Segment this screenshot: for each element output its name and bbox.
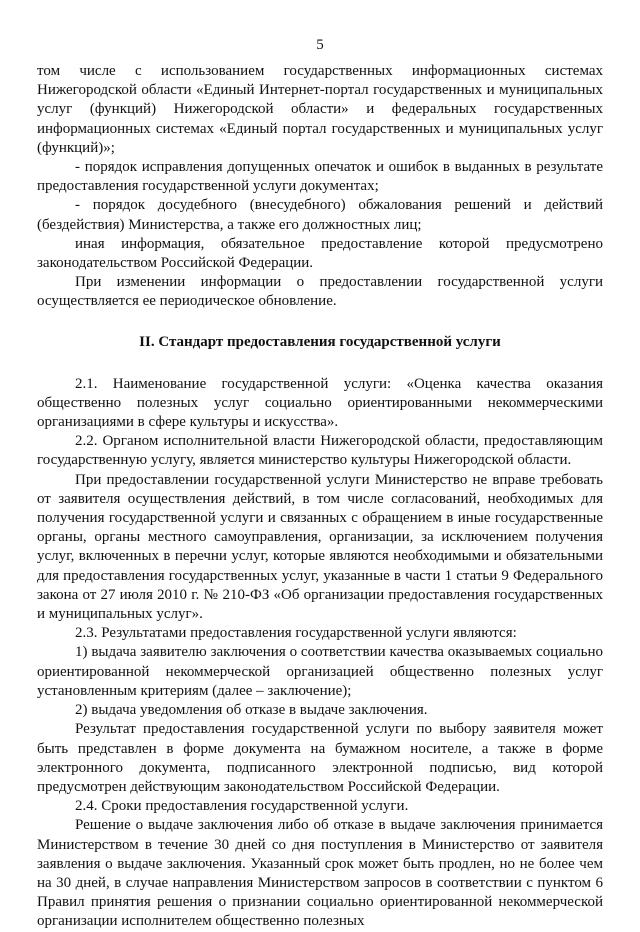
paragraph: При изменении информации о предоставлении государственной услуги осуществляется ее периодическое обновление. bbox=[37, 274, 603, 310]
page-number: 5 bbox=[316, 37, 324, 53]
paragraph: Решение о выдаче заключения либо об отказе в выдаче заключения принимается Министерством в течение 30 дней со дня поступления в Министерство от заявителя заявления о выдаче заключения. Указанный срок может быть продлен, но не более чем на 30 дней, в случае направления Министерством запросов в соответствии с пунктом 6 Правил принятия решения о признании социально ориентированной некоммерческой организации исполнителем общественно полезных bbox=[37, 817, 603, 930]
paragraph: 1) выдача заявителю заключения о соответствии качества оказываемых социально ориентированной некоммерческой организацией общественно полезных услуг установленным критериям (далее – заключение); bbox=[37, 644, 603, 699]
paragraph: 2) выдача уведомления об отказе в выдаче заключения. bbox=[75, 702, 428, 719]
paragraph: 2.3. Результатами предоставления государственной услуги являются: bbox=[75, 625, 517, 642]
section-heading: II. Стандарт предоставления государственной услуги bbox=[139, 333, 501, 350]
paragraph: 2.2. Органом исполнительной власти Нижегородской области, предоставляющим государственную услугу, является министерство культуры Нижегородской области. bbox=[37, 433, 603, 469]
paragraph: том числе с использованием государственных информационных системах Нижегородской области «Единый Интернет-портал государственных и муниципальных услуг (функций) Нижегородской области» и федеральных государственных информационных системах «Единый портал государственных и муниципальных услуг (функций)»; bbox=[37, 63, 603, 156]
paragraph: иная информация, обязательное предоставление которой предусмотрено законодательством Российской Федерации. bbox=[37, 235, 603, 272]
document-body bbox=[37, 62, 603, 932]
paragraph: 2.1. Наименование государственной услуги: «Оценка качества оказания общественно полезных услуг социально ориентированными некоммерческими организациями в сфере культуры и искусства». bbox=[37, 375, 603, 431]
paragraph: - порядок досудебного (внесудебного) обжалования решений и действий (бездействия) Министерства, а также его должностных лиц; bbox=[37, 197, 603, 233]
paragraph: - порядок исправления допущенных опечаток и ошибок в выданных в результате предоставления государственной услуги документах; bbox=[37, 159, 603, 195]
paragraph: При предоставлении государственной услуги Министерство не вправе требовать от заявителя осуществления действий, в том числе согласований, необходимых для получения государственной услуги и связанных с обращением в иные государственные органы, органы местного самоуправления, организации, за исключением получения услуг, включенных в перечни услуг, которые являются необходимыми и обязательными для предоставления государственных услуг, указанные в части 1 статьи 9 Федерального закона от 27 июля 2010 г. № 210-ФЗ «Об организации предоставления государственных и муниципальных услуг». bbox=[37, 471, 603, 623]
paragraph: Результат предоставления государственной услуги по выбору заявителя может быть представлен в форме документа на бумажном носителе, а также в форме электронного документа, подписанного электронной подписью, вид которой предусмотрен действующим законодательством Российской Федерации. bbox=[37, 721, 603, 795]
paragraph: 2.4. Сроки предоставления государственной услуги. bbox=[75, 798, 409, 815]
